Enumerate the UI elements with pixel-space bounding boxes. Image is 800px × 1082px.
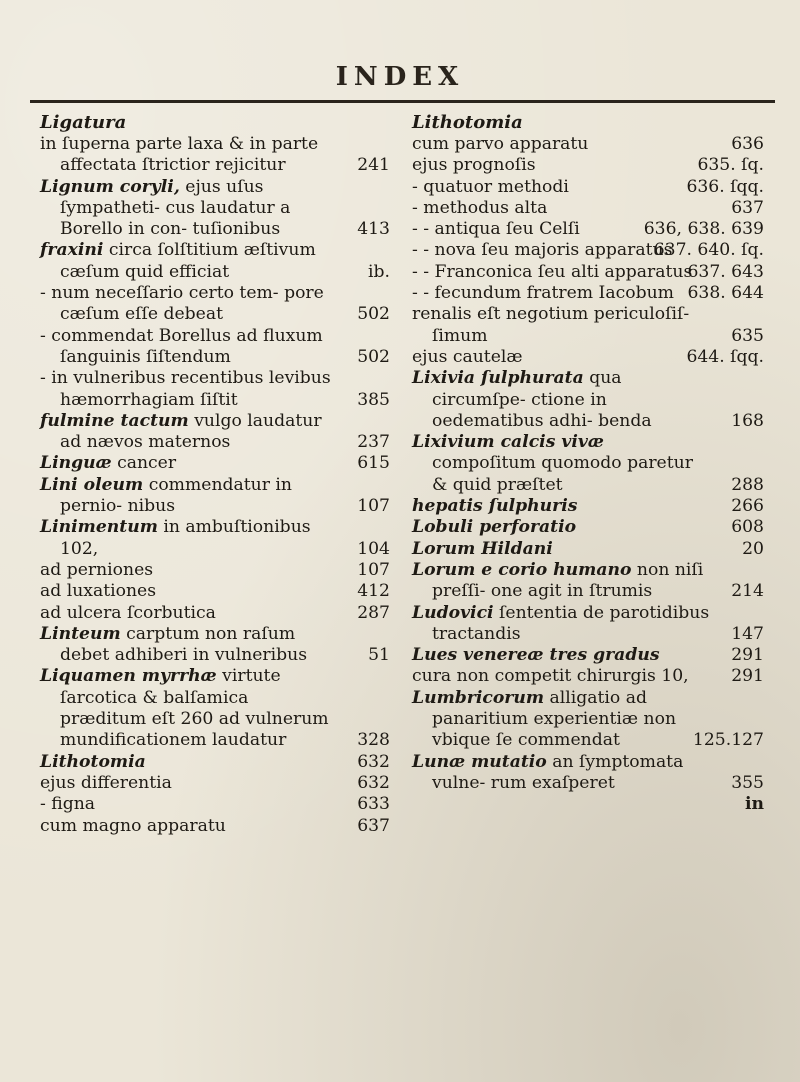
entry-page-number: 635 bbox=[731, 325, 764, 346]
index-entry bbox=[412, 240, 764, 261]
entry-page-number: 637 bbox=[357, 815, 390, 836]
entry-lemma: Lignum coryli, bbox=[40, 176, 180, 197]
entry-page-number: 291 bbox=[731, 645, 764, 666]
index-entry bbox=[40, 794, 390, 815]
entry-text: ad perniones bbox=[40, 559, 154, 580]
entry-lemma: Linimentum bbox=[40, 517, 158, 538]
index-entry bbox=[40, 475, 390, 518]
index-entry bbox=[40, 624, 390, 667]
entry-page-number: 288 bbox=[731, 474, 764, 495]
index-entry bbox=[40, 666, 390, 751]
entry-text: renalis eſt negotium periculoſiſ- ſimum bbox=[412, 304, 690, 346]
entry-page-number: 636. ſqq. bbox=[686, 176, 764, 197]
entry-page-number: 637. 640. ſq. bbox=[653, 240, 764, 261]
entry-text: ad ulcera ſcorbutica bbox=[40, 602, 216, 623]
index-entry bbox=[412, 155, 764, 176]
index-entry bbox=[412, 219, 764, 240]
index-entry bbox=[412, 603, 764, 646]
entry-page-number: 291 bbox=[731, 666, 764, 687]
entry-text: ejus uſus ſympatheti- cus laudatur a Borello in con- tuſionibus bbox=[60, 176, 291, 240]
entry-text: - methodus alta bbox=[412, 197, 548, 218]
entry-lemma: Ludovici bbox=[412, 602, 494, 623]
entry-page-number: 635. ſq. bbox=[697, 155, 764, 176]
entry-text: compoſitum quomodo paretur & quid præſtet bbox=[432, 453, 693, 495]
entry-text: cancer bbox=[117, 453, 177, 474]
index-entry bbox=[40, 453, 390, 474]
entry-text: - - nova ſeu majoris apparatus bbox=[412, 240, 673, 261]
entry-text: ejus prognoſis bbox=[412, 155, 536, 176]
entry-page-number: 502 bbox=[357, 304, 390, 325]
index-entry bbox=[40, 134, 390, 177]
index-entry bbox=[40, 517, 390, 560]
entry-text: virtute ſarcotica & balſamica præditum eſt 260 ad vulnerum mundificationem laudatur bbox=[60, 666, 329, 751]
entry-lemma: fraxini bbox=[40, 240, 104, 261]
index-entry bbox=[40, 368, 390, 411]
entry-page-number: 632 bbox=[357, 772, 390, 793]
index-entry bbox=[412, 517, 764, 538]
index-entry bbox=[412, 666, 764, 687]
right-column bbox=[412, 112, 764, 816]
entry-page-number: 502 bbox=[357, 346, 390, 367]
header-rule bbox=[30, 100, 775, 103]
entry-page-number: 636 bbox=[731, 134, 764, 154]
index-entry bbox=[412, 198, 764, 219]
index-entry bbox=[412, 539, 764, 560]
index-entry bbox=[412, 283, 764, 304]
index-entry bbox=[412, 304, 764, 347]
entry-page-number: 633 bbox=[357, 794, 390, 815]
entry-page-number: 412 bbox=[357, 581, 390, 602]
index-entry bbox=[412, 368, 764, 432]
index-entry bbox=[40, 752, 390, 773]
entry-text: - - antiqua ſeu Celſi bbox=[412, 219, 580, 240]
entry-page-number: 168 bbox=[731, 410, 764, 431]
entry-lemma: Lunæ mutatio bbox=[412, 751, 547, 772]
entry-page-number: 615 bbox=[357, 453, 390, 474]
index-entry bbox=[40, 283, 390, 326]
entry-text: - figna bbox=[40, 794, 96, 815]
entry-page-number: 20 bbox=[742, 538, 764, 559]
right-entries-list bbox=[412, 134, 764, 794]
entry-page-number: 147 bbox=[731, 623, 764, 644]
entry-text: ejus cautelæ bbox=[412, 346, 523, 367]
index-entry bbox=[40, 240, 390, 283]
entry-page-number: 104 bbox=[357, 538, 390, 559]
index-entry bbox=[40, 603, 390, 624]
entry-page-number: 413 bbox=[357, 219, 390, 240]
entry-text: - quatuor methodi bbox=[412, 176, 569, 197]
entry-page-number: 125.127 bbox=[692, 730, 764, 751]
entry-text: ejus differentia bbox=[40, 772, 172, 793]
index-entry bbox=[40, 560, 390, 581]
index-entry bbox=[412, 177, 764, 198]
entry-lemma: Lixivia ſulphurata bbox=[412, 368, 584, 389]
left-column bbox=[40, 112, 390, 837]
entry-page-number: 107 bbox=[357, 559, 390, 580]
catchword: in bbox=[744, 794, 764, 815]
entry-text: - in vulneribus recentibus levibus hæmorrhagiam ſiſtit bbox=[40, 368, 331, 410]
index-entry bbox=[40, 326, 390, 369]
entry-lemma: Lues venereæ tres gradus bbox=[412, 645, 660, 666]
index-entry bbox=[412, 134, 764, 155]
index-entry bbox=[412, 496, 764, 517]
entry-text: qua circumſpe- ctione in oedematibus adhi- benda bbox=[432, 368, 652, 431]
entry-lemma: Lithotomia bbox=[40, 751, 146, 772]
entry-page-number: ib. bbox=[368, 261, 390, 282]
index-entry bbox=[40, 816, 390, 837]
entry-lemma: Linguæ bbox=[40, 453, 112, 474]
index-entry bbox=[412, 262, 764, 283]
page-header-title: INDEX bbox=[335, 62, 465, 92]
entry-lemma: Lumbricorum bbox=[412, 687, 545, 708]
entry-page-number: 637. 643 bbox=[687, 261, 764, 282]
entry-text: vulgo laudatur ad nævos maternos bbox=[60, 410, 322, 453]
entry-page-number: 328 bbox=[357, 730, 390, 751]
entry-text: an ſymptomata vulne- rum exaſperet bbox=[432, 751, 684, 793]
index-entry bbox=[40, 411, 390, 454]
index-entry bbox=[40, 773, 390, 794]
entry-page-number: 644. ſqq. bbox=[686, 346, 764, 367]
entry-text: - - Franconica ſeu alti apparatus bbox=[412, 261, 693, 282]
entry-page-number: 241 bbox=[357, 155, 390, 176]
entry-lemma: fulmine tactum bbox=[40, 410, 189, 431]
entry-text: carptum non raſum debet adhiberi in vulneribus bbox=[60, 623, 308, 666]
entry-page-number: 636, 638. 639 bbox=[643, 219, 764, 240]
entry-text: - - fecundum fratrem Iacobum bbox=[412, 283, 674, 304]
entry-lemma: Lorum Hildani bbox=[412, 538, 553, 559]
entry-page-number: 107 bbox=[357, 496, 390, 517]
entry-page-number: 637 bbox=[731, 197, 764, 218]
entry-text: ſententia de parotidibus tractandis bbox=[432, 602, 710, 644]
entry-text: cum parvo apparatu bbox=[412, 134, 589, 154]
entry-page-number: 237 bbox=[357, 432, 390, 453]
entry-text: - num neceſſario certo tem- pore cæſum eſſe debeat bbox=[40, 283, 324, 325]
entry-text: - commendat Borellus ad fluxum ſanguinis ſiſtendum bbox=[40, 325, 323, 367]
entry-page-number: 266 bbox=[731, 496, 764, 517]
entry-page-number: 355 bbox=[731, 772, 764, 793]
entry-text: ad luxationes bbox=[40, 581, 157, 602]
entry-lemma: Lini oleum bbox=[40, 474, 144, 495]
entry-lemma: Liquamen myrrhæ bbox=[40, 666, 217, 687]
entry-page-number: 638. 644 bbox=[687, 283, 764, 304]
entry-lemma: Lixivium calcis vivæ bbox=[412, 432, 604, 453]
right-running-head: Lithotomia bbox=[412, 112, 523, 133]
left-running-head: Ligatura bbox=[40, 112, 127, 133]
index-entry bbox=[412, 432, 764, 496]
entry-lemma: hepatis ſulphuris bbox=[412, 496, 578, 517]
index-entry bbox=[412, 752, 764, 795]
entry-lemma: Lobuli perforatio bbox=[412, 517, 577, 538]
entry-page-number: 385 bbox=[357, 389, 390, 410]
entry-text: in ambuſtionibus 102, bbox=[60, 517, 311, 559]
index-entry bbox=[412, 688, 764, 752]
entry-text: non niſi preſſi- one agit in ſtrumis bbox=[432, 559, 704, 602]
entry-page-number: 632 bbox=[357, 751, 390, 772]
entry-text: cura non competit chirurgis 10, bbox=[412, 666, 689, 687]
entry-text: alligatio ad panaritium experientiæ non vbique ſe commendat bbox=[432, 687, 677, 751]
entry-text: cum magno apparatu bbox=[40, 815, 226, 836]
entry-text: in ſuperna parte laxa & in parte affectata ſtrictior rejicitur bbox=[40, 134, 319, 176]
entry-page-number: 214 bbox=[731, 581, 764, 602]
index-entry bbox=[40, 177, 390, 241]
entry-text: commendatur in pernio- nibus bbox=[60, 474, 292, 517]
entry-page-number: 608 bbox=[731, 517, 764, 538]
index-entry bbox=[412, 347, 764, 368]
left-entries-list bbox=[40, 134, 390, 837]
entry-lemma: Lorum e corio humano bbox=[412, 559, 632, 580]
index-entry bbox=[412, 560, 764, 603]
entry-page-number: 287 bbox=[357, 602, 390, 623]
entry-page-number: 51 bbox=[368, 645, 390, 666]
entry-text: circa ſolſtitium æſtivum cæſum quid efficiat bbox=[60, 240, 316, 282]
index-entry bbox=[412, 645, 764, 666]
entry-lemma: Linteum bbox=[40, 623, 121, 644]
index-entry bbox=[40, 581, 390, 602]
